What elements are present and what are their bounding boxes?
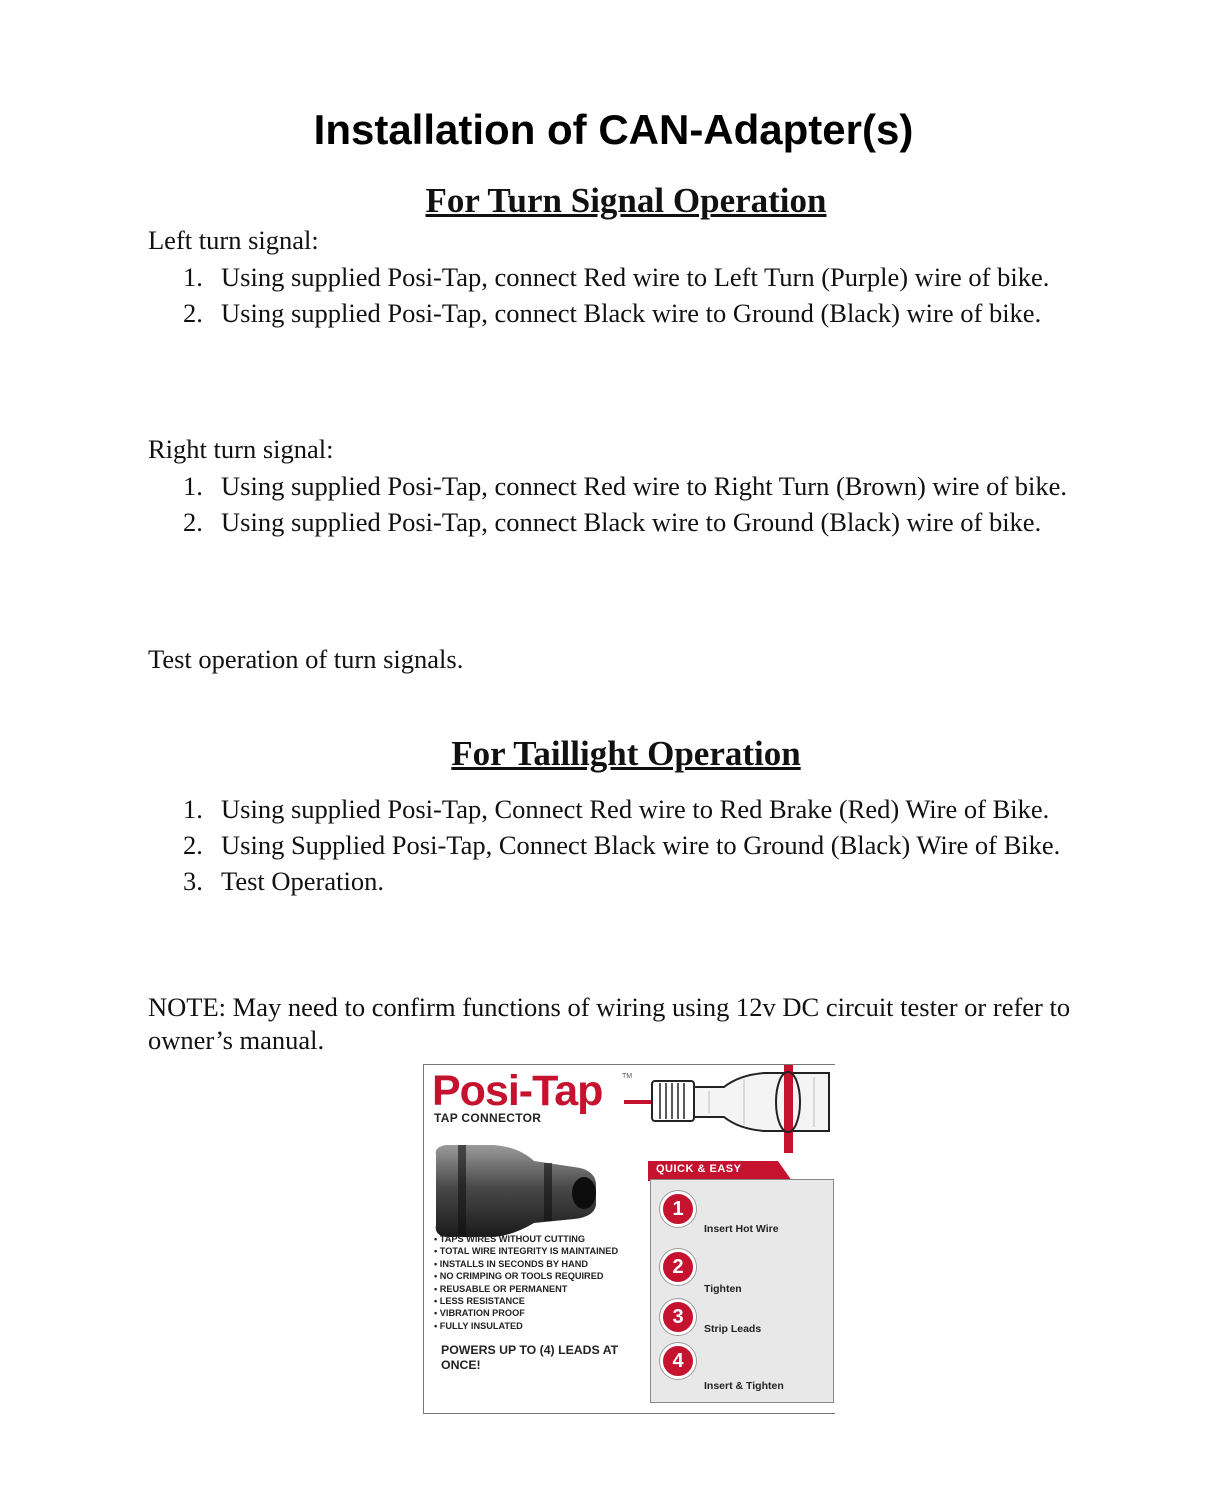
list-item — [148, 793, 1098, 826]
posi-tap-logo: Posi-Tap — [432, 1067, 603, 1115]
step-label: Insert & Tighten — [704, 1380, 784, 1392]
right-turn-steps — [148, 470, 1098, 542]
list-item-text: Using Supplied Posi-Tap, Connect Black wire to Ground (Black) Wire of Bike. — [221, 830, 1061, 860]
tap-connector-subtitle: TAP CONNECTOR — [434, 1111, 542, 1125]
step-label: Insert Hot Wire — [704, 1223, 779, 1235]
step-number-badge: 1 — [660, 1191, 696, 1227]
feature-item: • FULLY INSULATED — [434, 1320, 523, 1331]
list-item-number: 1. — [183, 794, 203, 824]
list-item — [148, 261, 1098, 294]
feature-item: • NO CRIMPING OR TOOLS REQUIRED — [434, 1271, 604, 1282]
step-number-badge: 3 — [660, 1299, 696, 1335]
powers-up-text: POWERS UP TO (4) LEADS AT ONCE! — [441, 1343, 619, 1372]
list-item-text: Using supplied Posi-Tap, connect Black wire to Ground (Black) wire of bike. — [221, 507, 1042, 537]
taillight-steps — [148, 793, 1098, 901]
feature-item: • VIBRATION PROOF — [434, 1308, 525, 1319]
list-item-number: 1. — [183, 262, 203, 292]
list-item-number: 3. — [183, 866, 203, 896]
left-turn-steps — [148, 261, 1098, 333]
step-label: Strip Leads — [704, 1323, 762, 1335]
list-item — [148, 297, 1098, 330]
list-item-number: 1. — [183, 471, 203, 501]
note-text: NOTE: May need to confirm functions of wiring using 12v DC circuit tester or refer to owner’s manual. — [148, 992, 1071, 1055]
posi-tap-graphic — [423, 1064, 835, 1414]
feature-list — [434, 1233, 618, 1332]
feature-item: • REUSABLE OR PERMANENT — [434, 1283, 568, 1294]
list-item-number: 2. — [183, 298, 203, 328]
list-item-text: Using supplied Posi-Tap, connect Black wire to Ground (Black) wire of bike. — [221, 298, 1042, 328]
turn-signal-test: Test operation of turn signals. — [148, 644, 464, 674]
feature-item: • INSTALLS IN SECONDS BY HAND — [434, 1258, 588, 1269]
taillight-heading: For Taillight Operation — [451, 734, 801, 773]
left-turn-label: Left turn signal: — [148, 225, 319, 255]
list-item-text: Using supplied Posi-Tap, Connect Red wire to Red Brake (Red) Wire of Bike. — [221, 794, 1050, 824]
trademark-mark: TM — [622, 1073, 633, 1080]
list-item-text: Using supplied Posi-Tap, connect Red wire to Left Turn (Purple) wire of bike. — [221, 262, 1050, 292]
feature-item: • LESS RESISTANCE — [434, 1296, 525, 1307]
right-turn-label: Right turn signal: — [148, 434, 334, 464]
step-number-badge: 4 — [660, 1343, 696, 1379]
list-item-number: 2. — [183, 830, 203, 860]
quick-easy-label: QUICK & EASY — [656, 1163, 742, 1175]
step-label: Tighten — [704, 1283, 742, 1295]
list-item — [148, 506, 1098, 539]
feature-item: • TOTAL WIRE INTEGRITY IS MAINTAINED — [434, 1246, 619, 1257]
page-title: Installation of CAN-Adapter(s) — [313, 106, 914, 153]
list-item — [148, 829, 1098, 862]
feature-item: • TAPS WIRES WITHOUT CUTTING — [434, 1234, 586, 1244]
turn-signal-heading: For Turn Signal Operation — [425, 181, 827, 220]
step-number-badge: 2 — [660, 1249, 696, 1285]
list-item-number: 2. — [183, 507, 203, 537]
list-item — [148, 865, 1098, 898]
list-item-text: Using supplied Posi-Tap, connect Red wire to Right Turn (Brown) wire of bike. — [221, 471, 1068, 501]
list-item — [148, 470, 1098, 503]
list-item-text: Test Operation. — [221, 866, 384, 896]
